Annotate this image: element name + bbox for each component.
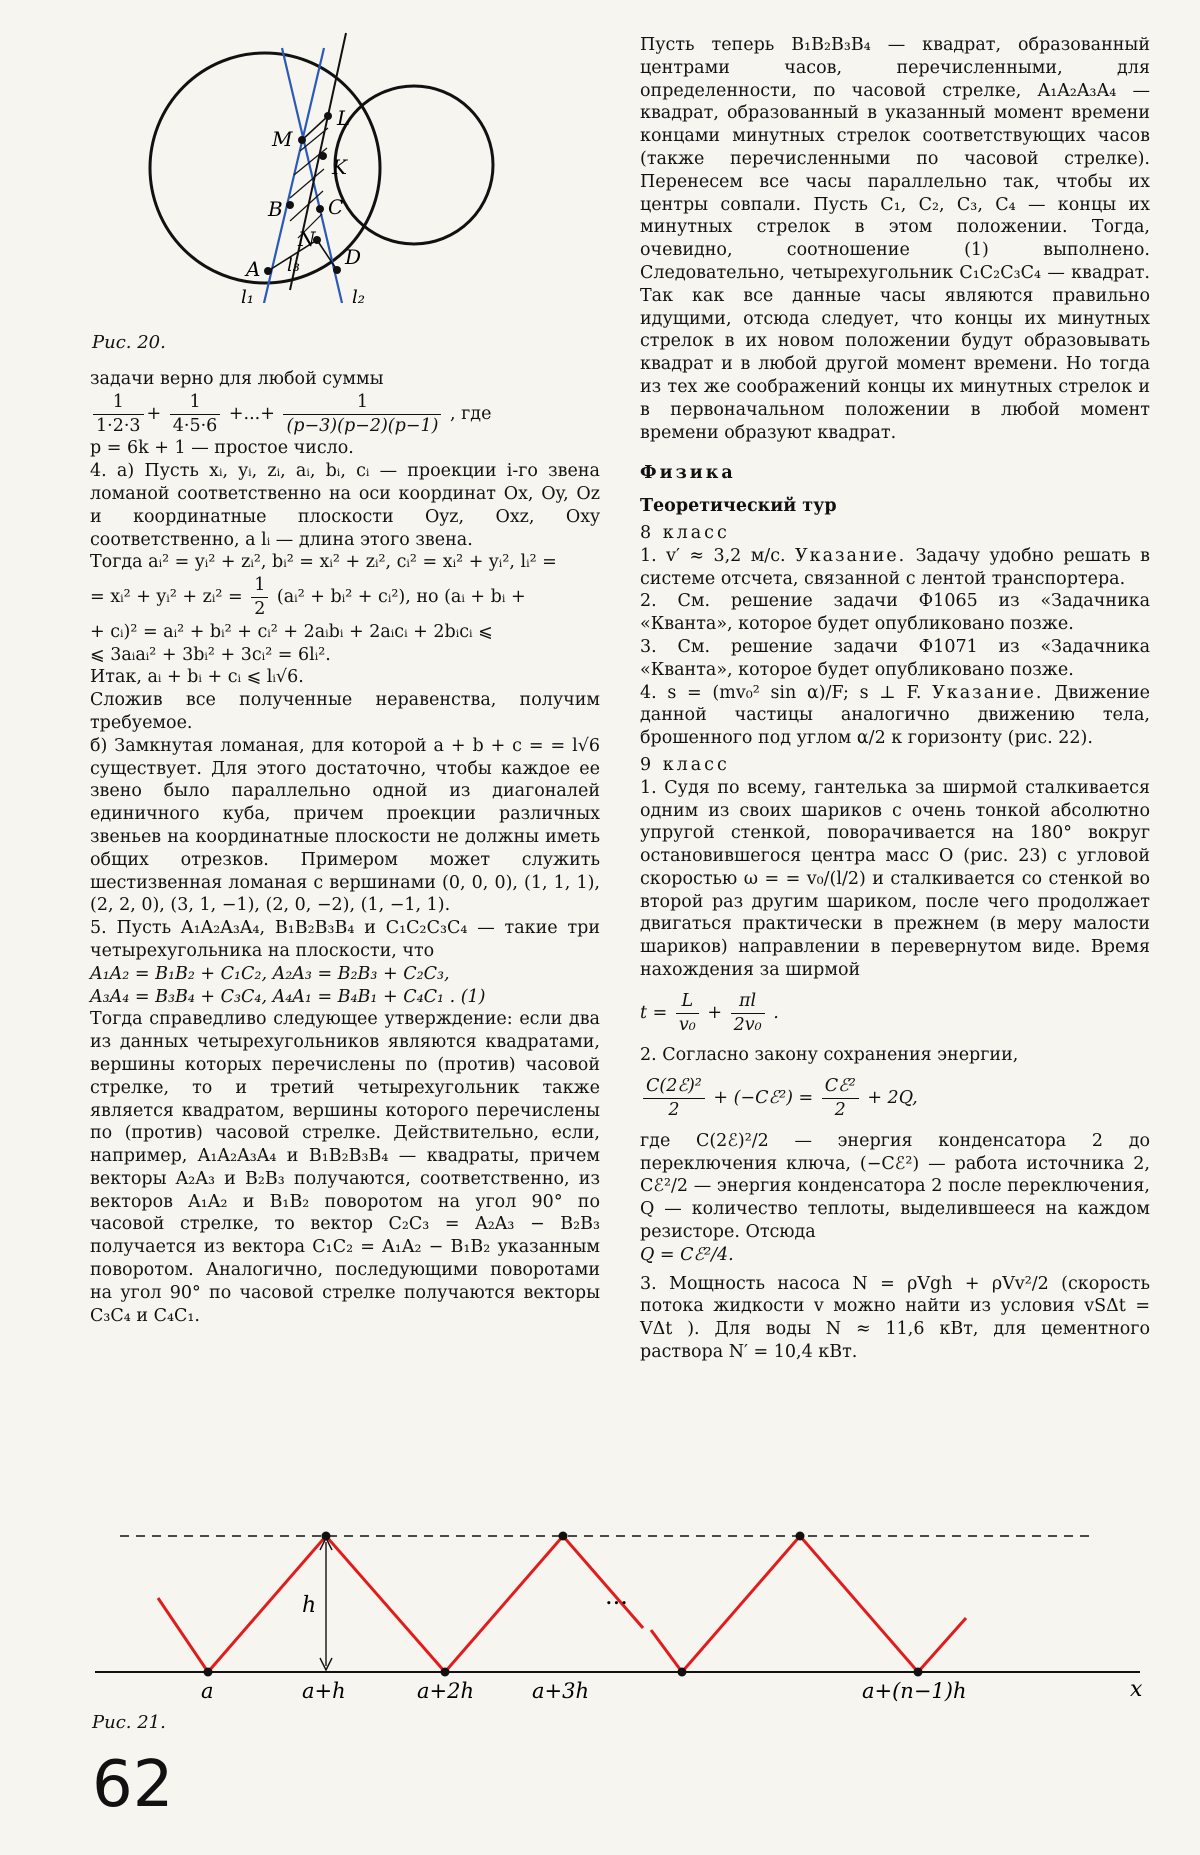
left-p4: Тогда aᵢ² = yᵢ² + zᵢ², bᵢ² = xᵢ² + zᵢ², cᵢ² = xᵢ² + yᵢ², lᵢ² = (90, 552, 557, 573)
q9-1-f2-den: 2v₀ (733, 1014, 762, 1035)
sum-f1-num: 1 (93, 391, 144, 415)
vertex-7 (914, 1668, 923, 1677)
vertex-2 (322, 1532, 331, 1541)
q8-4a: 4. s = (mv₀² sin α)/F; s ⊥ F. (640, 682, 922, 703)
q9-2: 2. Согласно закону сохранения энергии, (640, 1045, 1019, 1066)
q9-1-dot: . (773, 1002, 779, 1023)
sum-f3-num: 1 (283, 391, 441, 415)
vertex-1 (204, 1668, 213, 1677)
left-eq1: A₁A₂ = B₁B₂ + C₁C₂, A₂A₃ = B₂B₃ + C₂C₃, (90, 963, 450, 984)
point-l (324, 112, 332, 120)
zigzag-segment-1 (158, 1536, 643, 1672)
left-p9: Сложив все полученные неравенства, получим требуемое. (90, 690, 600, 733)
figure-20 (90, 28, 510, 303)
page-number: 62 (92, 1748, 174, 1822)
q8-3: 3. См. решение задачи Ф1071 из «Задачника «Кванта», которое будет опубликовано позже. (640, 636, 1150, 680)
tick-label-4: a+(n−1)h (862, 1679, 967, 1703)
q9-1-frac-2 (731, 990, 765, 1037)
axis-label-x: x (1130, 1677, 1143, 1702)
left-p2: p = 6k + 1 — простое число. (90, 438, 354, 459)
half-frac (251, 574, 268, 621)
point-m (298, 136, 306, 144)
label-l1: l₁ (241, 287, 254, 303)
sum-frac-2 (170, 391, 221, 438)
q9-2-formula (640, 1075, 1150, 1122)
q9-1-t: t = (640, 1002, 668, 1023)
sum-frac-1 (93, 391, 144, 438)
ellipsis: ... (605, 1582, 628, 1610)
sum-f1-den: 1·2·3 (96, 415, 141, 436)
q8-1a: 1. v′ ≈ 3,2 м/с. (640, 545, 786, 566)
fig21-caption: Рис. 21. (92, 1712, 166, 1733)
vertex-3 (441, 1668, 450, 1677)
left-p12: Тогда справедливо следующее утверждение: если два из данных четырехугольников являются квадратами, вершины которых перечислены по (против) часовой стрелке, то и третий четырехугольник также является квадратом, вершины которого перечислены по (против) часовой стрелке. Действительно, если, например, A₁A₂A₃A₄ и B₁B₂B₃B₄ — квадраты, причем векторы A₂A₃ и B₂B₃ получаются, соответственно, из векторов A₁A₂ и B₁B₂ поворотом на угол 90° по часовой стрелке, то вектор C₂C₃ = A₂A₃ − B₂B₃ получается из вектора C₁C₂ = A₁A₂ − B₁B₂ указанным поворотом. Аналогично, последующими поворотами на угол 90° по часовой стрелке получаются векторы C₃C₄ и C₄C₁. (90, 1009, 600, 1326)
vertex-5 (678, 1668, 687, 1677)
q9-2-f2-den: 2 (834, 1100, 846, 1121)
label-m: M (272, 127, 293, 151)
label-d: D (345, 245, 362, 269)
point-d (333, 266, 341, 274)
tick-label-2: a+2h (417, 1679, 475, 1703)
q9-2-f1-den: 2 (668, 1100, 680, 1121)
q9-1-f2-num: πl (731, 990, 765, 1014)
left-p11: 5. Пусть A₁A₂A₃A₄, B₁B₂B₃B₄ и C₁C₂C₃C₄ — такие три четырехугольника на плоскости, что (90, 918, 600, 961)
label-l2: l₂ (352, 287, 365, 303)
label-a: A (246, 257, 261, 281)
sum-formula: $\frac{1}{1\cdot 2\cdot 3}$ + $\frac{1}{4\cdot 5\cdot 6}$ +...+ $\frac{1}{(p-3)(p-2)(p-1)}$ , где (90, 391, 600, 438)
sum-frac-3 (283, 391, 441, 438)
q9-3: 3. Мощность насоса N = ρVgh + ρVv²/2 (скорость потока жидкости v можно найти из условия vSΔt = VΔt ). Для воды N ≈ 11,6 кВт, для цементного раствора N′ = 10,4 кВт. (640, 1273, 1150, 1363)
q8-1-hint: Указание. (794, 545, 907, 566)
left-p8: Итак, aᵢ + bᵢ + cᵢ ⩽ lᵢ√6. (90, 667, 304, 688)
label-l3: l₃ (287, 255, 300, 276)
point-k (319, 152, 327, 160)
left-p3: 4. а) Пусть xᵢ, yᵢ, zᵢ, aᵢ, bᵢ, cᵢ — проекции i-го звена ломаной соответственно на оси координат Ox, Oy, Oz и координатные плоскости Oyz, Oxz, Oxy соответственно, а lᵢ — длина этого звена. (90, 461, 600, 550)
q9-2-frac-1 (643, 1075, 705, 1122)
figure-21 (90, 1520, 1170, 1705)
sum-f2-num: 1 (170, 391, 221, 415)
sum-plus-dots: +...+ (228, 403, 275, 424)
left-p7: ⩽ 3aᵢaᵢ² + 3bᵢ² + 3cᵢ² = 6lᵢ². (90, 644, 331, 665)
label-n: N (298, 227, 316, 251)
grade-8: 8 класс (640, 522, 730, 543)
vertex-4 (559, 1532, 568, 1541)
grade-9: 9 класс (640, 754, 730, 775)
q8-1b: Задачу удобно решать в системе отсчета, связанной с лентой транспортера. (640, 545, 1150, 589)
q9-2-result: Q = Cℰ²/4. (640, 1244, 734, 1265)
left-p10: б) Замкнутая ломаная, для которой a + b + c = = l√6 существует. Для этого достаточно, чтобы каждое ее звено было параллельно одной из диагоналей единичного куба, причем проекции различных звеньев на координатные плоскости не должны иметь общих отрезков. Примером может служить шестизвенная ломаная с вершинами (0, 0, 0), (1, 1, 1), (2, 2, 0), (3, 1, −1), (2, 0, −2), (1, −1, 1). (90, 735, 600, 916)
tick-label-3: a+3h (532, 1679, 590, 1703)
q9-1-frac-1 (676, 990, 699, 1037)
left-eq2: A₃A₄ = B₃B₄ + C₃C₄, A₄A₁ = B₄B₁ + C₄C₁ . (1) (90, 986, 486, 1007)
q9-1-f1-den: v₀ (678, 1014, 696, 1035)
q9-2-frac-2 (822, 1075, 859, 1122)
q9-2-f1-num: C(2ℰ)² (643, 1075, 705, 1099)
half-num: 1 (251, 574, 268, 598)
circle-right (335, 86, 493, 244)
heading-physics: Физика (640, 463, 736, 484)
sum-f3-den: (p−3)(p−2)(p−1) (286, 415, 439, 436)
sum-f2-den: 4·5·6 (172, 415, 218, 436)
q9-1-formula (640, 990, 1150, 1037)
left-p5 (90, 574, 600, 621)
q9-1-plus: + (707, 1002, 722, 1023)
left-column (90, 368, 600, 1327)
left-p5b: (aᵢ² + bᵢ² + cᵢ²), но (aᵢ + bᵢ + (276, 586, 526, 607)
zigzag-segment-2 (651, 1536, 966, 1672)
left-p5a: = xᵢ² + yᵢ² + zᵢ² = (90, 586, 243, 607)
sum-where: , где (450, 403, 492, 424)
label-c: C (328, 195, 344, 219)
heading-theory: Теоретический тур (640, 496, 837, 517)
q9-2b: где C(2ℰ)²/2 — энергия конденсатора 2 до переключения ключа, (−Cℰ²) — работа источника 2, Cℰ²/2 — энергия конденсатора 2 после переключения, Q — количество теплоты, выделившееся на каждом резисторе. Отсюда (640, 1130, 1150, 1243)
q8-4-hint: Указание. (932, 682, 1044, 703)
height-label: h (302, 1593, 317, 1618)
left-p1: задачи верно для любой суммы (90, 369, 384, 389)
point-a (264, 267, 272, 275)
q8-4b: Движение данной частицы аналогично движению тела, брошенного под углом α/2 к горизонту (рис. 22). (640, 682, 1150, 749)
q9-2-f2-num: Cℰ² (822, 1075, 859, 1099)
q8-1 (640, 545, 1150, 591)
q9-2-end: + 2Q, (867, 1088, 918, 1109)
q9-1-f1-num: L (676, 990, 699, 1014)
fig20-caption: Рис. 20. (92, 332, 166, 353)
q9-2-mid: + (−Cℰ²) = (713, 1088, 814, 1109)
label-k: K (332, 155, 347, 179)
half-den: 2 (254, 598, 266, 619)
label-l: L (337, 106, 351, 130)
tick-label-1: a+h (302, 1679, 346, 1703)
q9-1: 1. Судя по всему, гантелька за ширмой сталкивается одним из своих шариков с очень тонкой абсолютно упругой стенкой, поворачивается на 180° вокруг остановившегося центра масс O (рис. 23) с угловой скоростью ω = = v₀/(l/2) и сталкивается со стенкой во второй раз другим шариком, после чего продолжает двигаться практически в прежнем (в меру малости шариков) направлении в перевернутом виде. Время нахождения за ширмой (640, 777, 1150, 981)
vertex-6 (796, 1532, 805, 1541)
right-p1: Пусть теперь B₁B₂B₃B₄ — квадрат, образованный центрами часов, перечисленными, для определенности, по часовой стрелке, A₁A₂A₃A₄ — квадрат, образованный в указанный момент времени концами минутных стрелок соответствующих часов (также перечисленными по часовой стрелке). Перенесем все часы параллельно так, чтобы их центры совпали. Пусть C₁, C₂, C₃, C₄ — концы их минутных стрелок в этом положении. Тогда, очевидно, соотношение (1) выполнено. Следовательно, четырехугольник C₁C₂C₃C₄ — квадрат. Так как все данные часы являются правильно идущими, отсюда следует, что концы их минутных стрелок в их новом положении будут образовывать квадрат и в любой другой момент времени. Но тогда из тех же соображений концы их минутных стрелок и в первоначальном положении в любой момент времени образуют квадрат. (640, 35, 1150, 443)
tick-label-0: a (201, 1679, 214, 1703)
right-column (640, 34, 1150, 1364)
left-p6: + cᵢ)² = aᵢ² + bᵢ² + cᵢ² + 2aᵢbᵢ + 2aᵢcᵢ + 2bᵢcᵢ ⩽ (90, 621, 493, 642)
q8-4 (640, 682, 1150, 750)
point-c (316, 205, 324, 213)
label-b: B (268, 197, 283, 221)
point-b (286, 201, 294, 209)
q8-2: 2. См. решение задачи Ф1065 из «Задачника «Кванта», которое будет опубликовано позже. (640, 591, 1150, 635)
